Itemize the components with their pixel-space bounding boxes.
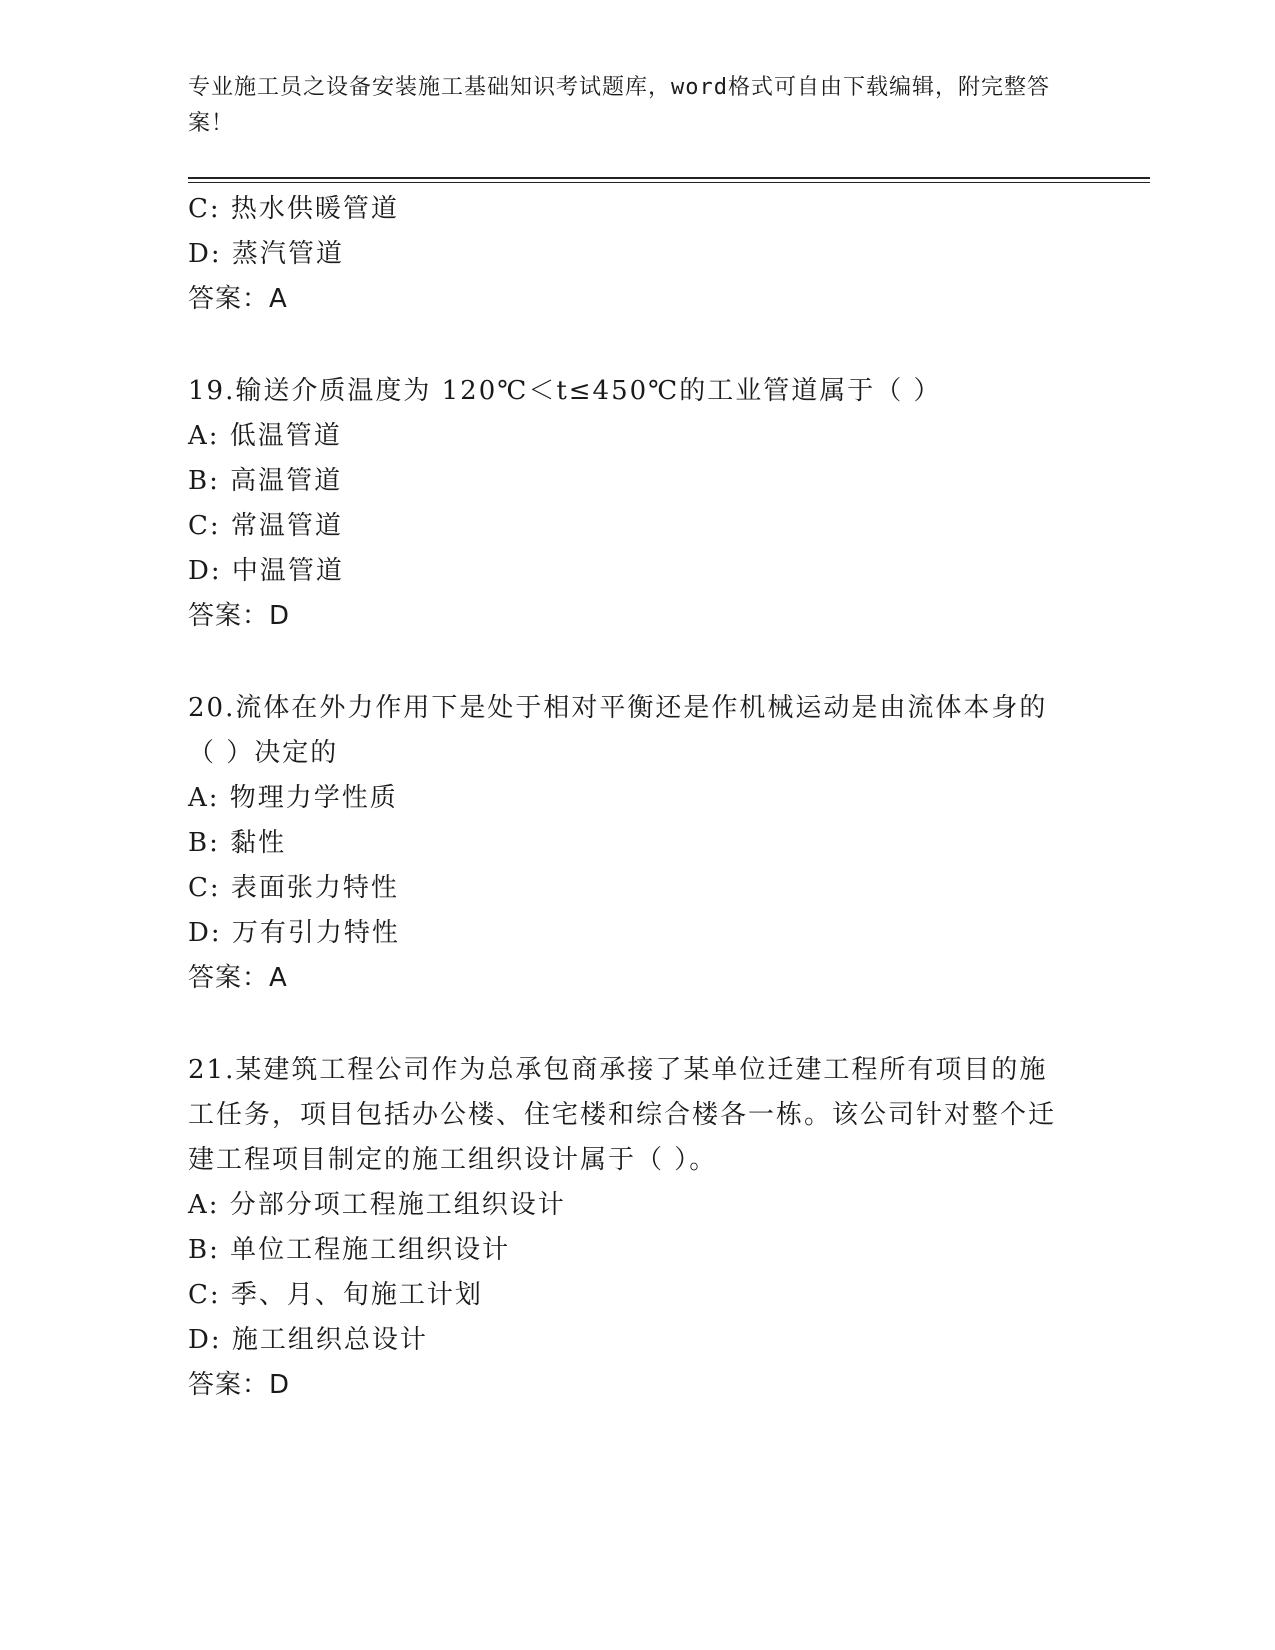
question-19-stem: 19.输送介质温度为 120℃＜t≤450℃的工业管道属于（ ） bbox=[188, 376, 942, 406]
option-b: B: 高温管道 bbox=[188, 466, 343, 496]
question-list bbox=[188, 187, 1088, 1408]
header-divider-thin bbox=[188, 182, 1150, 183]
option-a: A: 物理力学性质 bbox=[188, 783, 398, 813]
option-d: D: 蒸汽管道 bbox=[188, 239, 344, 269]
answer-line: 答案：A bbox=[188, 284, 288, 314]
header-divider bbox=[188, 177, 1150, 179]
option-b: B: 黏性 bbox=[188, 828, 287, 858]
option-c: C: 季、月、旬施工计划 bbox=[188, 1280, 483, 1310]
option-c: C: 表面张力特性 bbox=[188, 873, 399, 903]
option-a: A: 分部分项工程施工组织设计 bbox=[188, 1190, 566, 1220]
answer-line: 答案：D bbox=[188, 601, 291, 631]
option-a: A: 低温管道 bbox=[188, 421, 342, 451]
answer-line: 答案：A bbox=[188, 963, 288, 993]
option-c: C: 热水供暖管道 bbox=[188, 194, 399, 224]
option-d: D: 施工组织总设计 bbox=[188, 1325, 428, 1355]
page-header: 专业施工员之设备安装施工基础知识考试题库，word格式可自由下载编辑，附完整答案！ bbox=[188, 75, 1050, 136]
question-21-stem: 21.某建筑工程公司作为总承包商承接了某单位迁建工程所有项目的施工任务，项目包括办公楼、住宅楼和综合楼各一栋。该公司针对整个迁建工程项目制定的施工组织设计属于（ ）。 bbox=[188, 1055, 1057, 1175]
answer-line: 答案：D bbox=[188, 1370, 291, 1400]
option-b: B: 单位工程施工组织设计 bbox=[188, 1235, 511, 1265]
option-d: D: 中温管道 bbox=[188, 556, 344, 586]
option-c: C: 常温管道 bbox=[188, 511, 343, 541]
question-20-stem: 20.流体在外力作用下是处于相对平衡还是作机械运动是由流体本身的（ ）决定的 bbox=[188, 693, 1048, 768]
option-d: D: 万有引力特性 bbox=[188, 918, 400, 948]
